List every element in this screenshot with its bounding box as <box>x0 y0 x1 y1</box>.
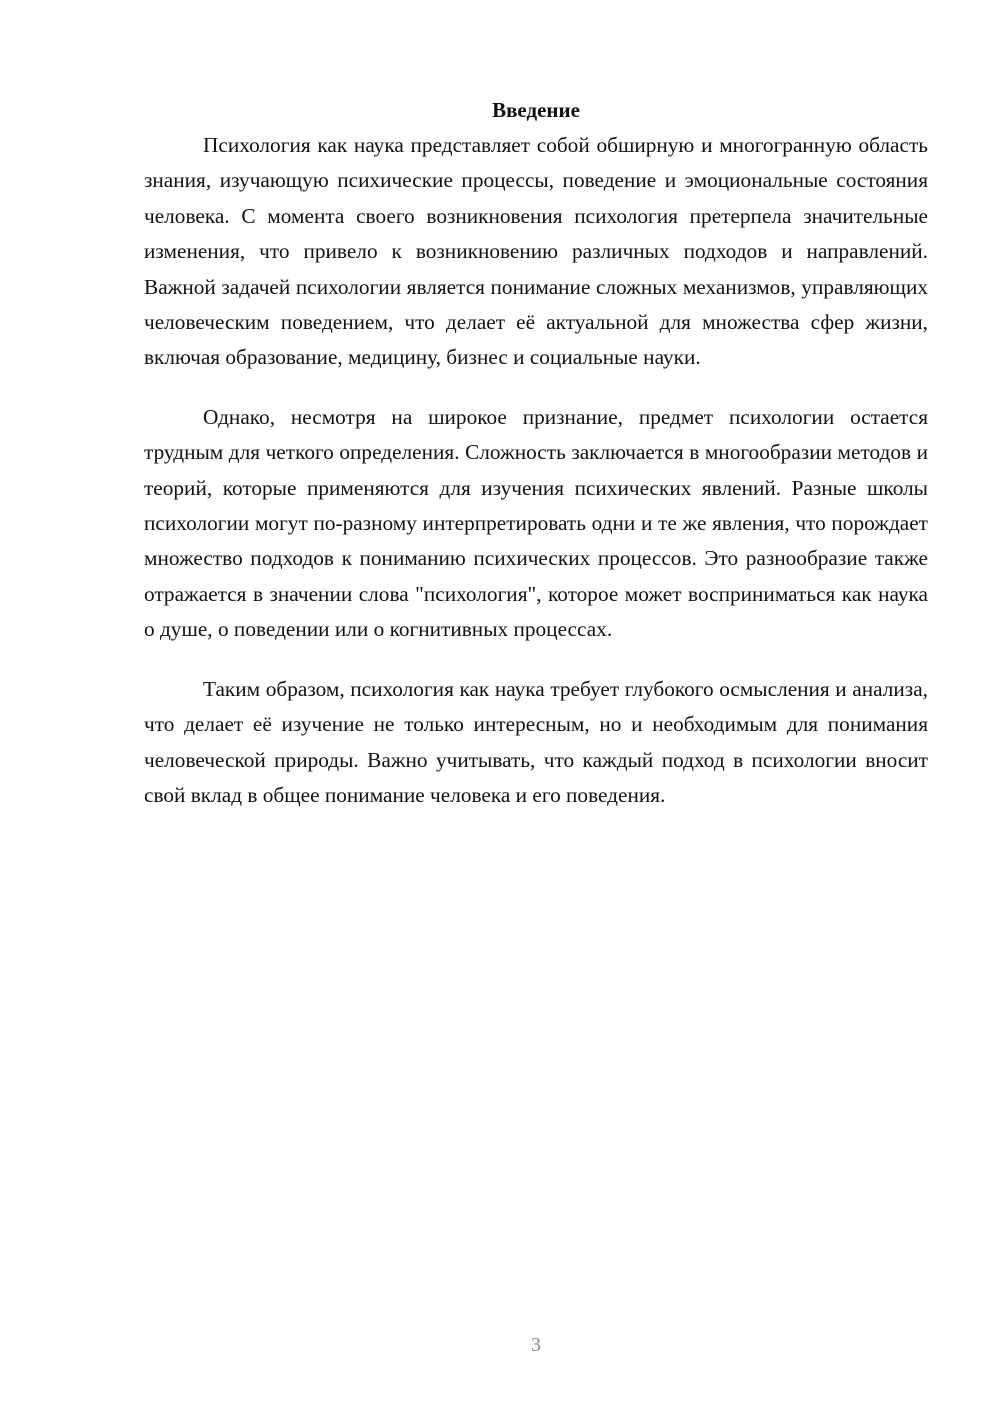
paragraph-1: Психология как наука представляет собой обширную и многогранную область знания, изучающую психические процессы, поведение и эмоциональные состояния человека. С момента своего возникновения психология претерпела значительные изменения, что привело к возникновению различных подходов и направлений. Важной задачей психологии является понимание сложных механизмов, управляющих человеческим поведением, что делает её актуальной для множества сфер жизни, включая образование, медицину, бизнес и социальные науки. <box>144 133 928 370</box>
page-number: 3 <box>531 1334 541 1356</box>
section-heading: Введение <box>492 98 580 122</box>
page-content <box>144 92 928 813</box>
paragraph-2: Однако, несмотря на широкое признание, предмет психологии остается трудным для четкого определения. Сложность заключается в многообразии методов и теорий, которые применяются для изучения психических явлений. Разные школы психологии могут по-разному интерпретировать одни и те же явления, что порождает множество подходов к пониманию психических процессов. Это разнообразие также отражается в значении слова "психология", которое может восприниматься как наука о душе, о поведении или о когнитивных процессах. <box>144 404 928 642</box>
paragraph-3: Таким образом, психология как наука требует глубокого осмысления и анализа, что делает её изучение не только интересным, но и необходимым для понимания человеческой природы. Важно учитывать, что каждый подход в психологии вносит свой вклад в общее понимание человека и его поведения. <box>144 676 928 807</box>
